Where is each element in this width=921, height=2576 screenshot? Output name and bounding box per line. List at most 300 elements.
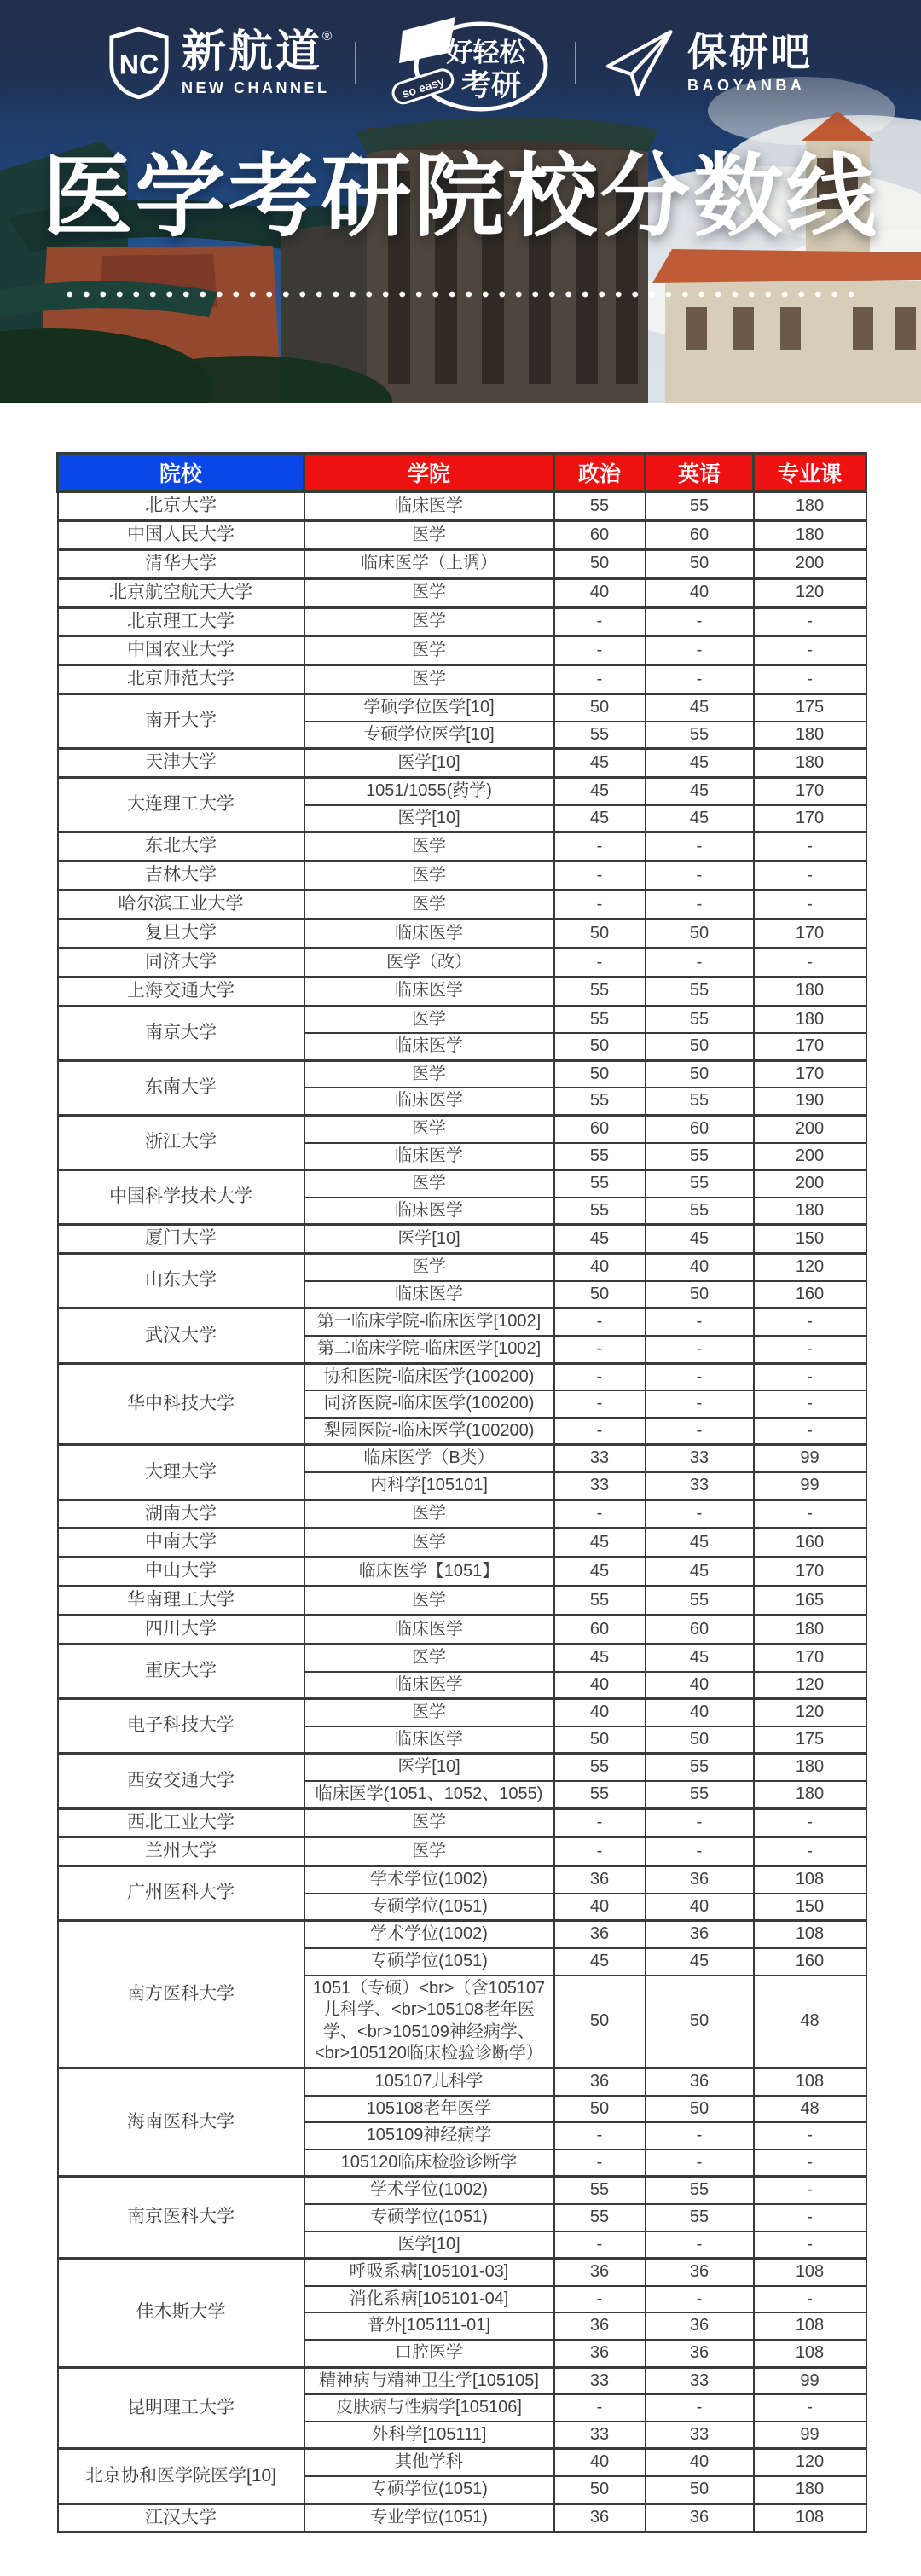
score-cell: 50 bbox=[554, 1033, 646, 1060]
college-cell: 医学 bbox=[304, 1808, 554, 1837]
school-name-cell: 中国人民大学 bbox=[58, 520, 304, 549]
logo-divider bbox=[575, 42, 576, 84]
score-cell: 160 bbox=[754, 1281, 866, 1308]
score-cell: - bbox=[554, 948, 646, 977]
school-name-cell: 哈尔滨工业大学 bbox=[58, 891, 304, 920]
school-name-cell: 北京师范大学 bbox=[58, 665, 304, 694]
college-cell: 医学 bbox=[304, 1254, 554, 1281]
table-row bbox=[58, 1006, 866, 1033]
score-cell: - bbox=[754, 862, 866, 891]
college-cell: 医学 bbox=[304, 1116, 554, 1143]
college-cell: 医学 bbox=[304, 520, 554, 549]
hero-section bbox=[0, 0, 921, 403]
college-cell: 医学 bbox=[304, 1587, 554, 1616]
college-cell: 临床医学 bbox=[304, 1033, 554, 1060]
score-table bbox=[56, 452, 867, 2533]
college-cell: 协和医院-临床医学(100200) bbox=[304, 1363, 554, 1390]
score-cell: - bbox=[554, 2150, 646, 2177]
score-cell: 180 bbox=[754, 1616, 866, 1645]
score-cell: - bbox=[754, 2122, 866, 2150]
score-cell: 50 bbox=[646, 1033, 754, 1060]
college-cell: 学术学位(1002) bbox=[304, 1921, 554, 1948]
score-cell: - bbox=[754, 2150, 866, 2177]
college-cell: 医学[10] bbox=[304, 2231, 554, 2259]
college-cell: 医学[10] bbox=[304, 805, 554, 833]
score-cell: - bbox=[754, 2177, 866, 2204]
table-row bbox=[58, 2259, 866, 2286]
score-cell: - bbox=[554, 833, 646, 862]
score-cell: - bbox=[554, 1336, 646, 1363]
college-cell: 医学 bbox=[304, 636, 554, 665]
score-cell: - bbox=[646, 891, 754, 920]
college-cell: 医学 bbox=[304, 1170, 554, 1198]
score-cell: 108 bbox=[754, 2259, 866, 2286]
score-cell: 120 bbox=[754, 1672, 866, 1699]
college-cell: 专硕学位(1051) bbox=[304, 2204, 554, 2231]
table-row bbox=[58, 1529, 866, 1558]
table-row bbox=[58, 1699, 866, 1726]
score-cell: 55 bbox=[646, 1781, 754, 1808]
table-row bbox=[58, 948, 866, 977]
college-cell: 临床医学 bbox=[304, 1726, 554, 1754]
table-row bbox=[58, 1170, 866, 1198]
score-cell: 170 bbox=[754, 778, 866, 805]
score-cell: 50 bbox=[554, 549, 646, 578]
score-cell: 99 bbox=[754, 1445, 866, 1472]
college-cell: 医学 bbox=[304, 862, 554, 891]
school-name-cell: 南京医科大学 bbox=[58, 2177, 304, 2259]
score-cell: 55 bbox=[646, 1170, 754, 1198]
score-cell: 99 bbox=[754, 2367, 866, 2394]
score-cell: 33 bbox=[554, 2367, 646, 2394]
score-cell: - bbox=[554, 1418, 646, 1445]
score-cell: - bbox=[646, 1500, 754, 1529]
registered-mark: ® bbox=[321, 28, 335, 44]
score-cell: - bbox=[754, 2286, 866, 2313]
score-cell: - bbox=[754, 1336, 866, 1363]
school-name-cell: 湖南大学 bbox=[58, 1500, 304, 1529]
score-cell: - bbox=[554, 2122, 646, 2150]
score-cell: 45 bbox=[646, 1558, 754, 1587]
score-cell: 200 bbox=[754, 1116, 866, 1143]
score-cell: 200 bbox=[754, 549, 866, 578]
col-header-college: 学院 bbox=[304, 454, 554, 492]
school-name-cell: 广州医科大学 bbox=[58, 1866, 304, 1921]
score-cell: 60 bbox=[646, 1616, 754, 1645]
score-cell: - bbox=[646, 1808, 754, 1837]
score-cell: 170 bbox=[754, 805, 866, 833]
school-name-cell: 北京协和医学院医学[10] bbox=[58, 2449, 304, 2503]
score-cell: 36 bbox=[646, 2259, 754, 2286]
score-cell: 55 bbox=[646, 1754, 754, 1781]
school-name-cell: 江汉大学 bbox=[58, 2503, 304, 2532]
score-cell: - bbox=[554, 665, 646, 694]
score-cell: 36 bbox=[554, 1921, 646, 1948]
score-cell: - bbox=[754, 1418, 866, 1445]
table-row bbox=[58, 920, 866, 949]
score-cell: 180 bbox=[754, 2476, 866, 2503]
score-cell: 55 bbox=[554, 722, 646, 749]
college-cell: 医学 bbox=[304, 665, 554, 694]
score-cell: - bbox=[646, 948, 754, 977]
score-cell: - bbox=[754, 607, 866, 636]
college-cell: 医学 bbox=[304, 1006, 554, 1033]
score-cell: 180 bbox=[754, 520, 866, 549]
score-cell: 60 bbox=[554, 520, 646, 549]
table-row bbox=[58, 549, 866, 578]
score-cell: 55 bbox=[554, 1088, 646, 1115]
score-cell: 45 bbox=[554, 1225, 646, 1254]
score-cell: 40 bbox=[646, 1894, 754, 1921]
nc-shield-icon bbox=[108, 26, 170, 100]
score-cell: 40 bbox=[646, 578, 754, 607]
table-row bbox=[58, 1754, 866, 1781]
college-cell: 临床医学 bbox=[304, 1143, 554, 1170]
table-row bbox=[58, 1308, 866, 1336]
score-cell: 40 bbox=[646, 1672, 754, 1699]
score-cell: 99 bbox=[754, 2422, 866, 2449]
school-name-cell: 中山大学 bbox=[58, 1558, 304, 1587]
score-cell: 108 bbox=[754, 2312, 866, 2340]
score-table-container bbox=[56, 452, 865, 2533]
school-name-cell: 西北工业大学 bbox=[58, 1808, 304, 1837]
college-cell: 医学 bbox=[304, 607, 554, 636]
school-name-cell: 北京航空航天大学 bbox=[58, 578, 304, 607]
score-cell: 33 bbox=[554, 2422, 646, 2449]
table-row bbox=[58, 862, 866, 891]
score-cell: 36 bbox=[554, 2340, 646, 2367]
table-row bbox=[58, 1808, 866, 1837]
score-cell: 120 bbox=[754, 578, 866, 607]
score-cell: 40 bbox=[554, 1894, 646, 1921]
score-cell: - bbox=[646, 2286, 754, 2313]
score-cell: 55 bbox=[646, 492, 754, 521]
score-cell: 99 bbox=[754, 1472, 866, 1500]
score-cell: 120 bbox=[754, 1254, 866, 1281]
score-cell: 45 bbox=[646, 778, 754, 805]
college-cell: 105109神经病学 bbox=[304, 2122, 554, 2150]
score-cell: 50 bbox=[554, 2476, 646, 2503]
score-cell: 36 bbox=[646, 1921, 754, 1948]
college-cell: 1051（专硕）<br>（含105107儿科学、<br>105108老年医学、<br>105109神经病学、<br>105120临床检验诊断学） bbox=[304, 1976, 554, 2068]
score-cell: - bbox=[646, 2231, 754, 2259]
school-name-cell: 四川大学 bbox=[58, 1616, 304, 1645]
college-cell: 口腔医学 bbox=[304, 2340, 554, 2367]
school-name-cell: 吉林大学 bbox=[58, 862, 304, 891]
score-cell: 40 bbox=[646, 1699, 754, 1726]
score-cell: 45 bbox=[646, 694, 754, 722]
school-name-cell: 中国科学技术大学 bbox=[58, 1170, 304, 1225]
score-cell: 108 bbox=[754, 1866, 866, 1894]
college-cell: 临床医学（B类） bbox=[304, 1445, 554, 1472]
college-cell: 临床医学 bbox=[304, 1281, 554, 1308]
brand-name-cn: 保研吧 bbox=[687, 29, 814, 74]
score-cell: 45 bbox=[554, 805, 646, 833]
score-cell: 45 bbox=[554, 1529, 646, 1558]
college-cell: 专硕学位(1051) bbox=[304, 1948, 554, 1976]
svg-text:NC: NC bbox=[119, 49, 159, 80]
score-cell: 55 bbox=[554, 1170, 646, 1198]
score-cell: 40 bbox=[554, 2449, 646, 2476]
table-row bbox=[58, 1060, 866, 1088]
score-cell: 170 bbox=[754, 1060, 866, 1088]
score-cell: 45 bbox=[554, 749, 646, 778]
school-name-cell: 东北大学 bbox=[58, 833, 304, 862]
college-cell: 其他学科 bbox=[304, 2449, 554, 2476]
score-cell: - bbox=[554, 1390, 646, 1418]
svg-text:好轻松: 好轻松 bbox=[446, 38, 526, 67]
score-cell: 50 bbox=[554, 1060, 646, 1088]
brand-bar bbox=[0, 14, 921, 113]
svg-text:so easy: so easy bbox=[400, 73, 447, 101]
score-cell: 55 bbox=[554, 1006, 646, 1033]
score-cell: 45 bbox=[554, 1558, 646, 1587]
score-cell: 60 bbox=[646, 1116, 754, 1143]
score-cell: 33 bbox=[646, 1445, 754, 1472]
school-name-cell: 南京大学 bbox=[58, 1006, 304, 1060]
school-name-cell: 复旦大学 bbox=[58, 920, 304, 949]
score-cell: 55 bbox=[646, 977, 754, 1006]
table-row bbox=[58, 1558, 866, 1587]
school-name-cell: 清华大学 bbox=[58, 549, 304, 578]
college-cell: 消化系病[105101-04] bbox=[304, 2286, 554, 2313]
score-cell: 55 bbox=[646, 722, 754, 749]
college-cell: 专硕学位医学[10] bbox=[304, 722, 554, 749]
table-row bbox=[58, 749, 866, 778]
banner-title: 医学考研院校分数线 bbox=[42, 147, 879, 247]
table-header-row bbox=[58, 454, 866, 492]
score-cell: - bbox=[754, 1390, 866, 1418]
score-cell: 50 bbox=[646, 2096, 754, 2123]
table-row bbox=[58, 607, 866, 636]
score-cell: 40 bbox=[554, 1699, 646, 1726]
paper-plane-icon bbox=[597, 26, 675, 101]
score-cell: 45 bbox=[646, 1225, 754, 1254]
col-header-major: 专业课 bbox=[754, 454, 866, 492]
score-cell: 50 bbox=[554, 1976, 646, 2068]
score-cell: - bbox=[646, 862, 754, 891]
score-cell: 55 bbox=[646, 2204, 754, 2231]
college-cell: 临床医学【1051】 bbox=[304, 1558, 554, 1587]
score-cell: 55 bbox=[554, 492, 646, 521]
school-name-cell: 华中科技大学 bbox=[58, 1363, 304, 1445]
score-cell: - bbox=[754, 2204, 866, 2231]
college-cell: 临床医学（上调） bbox=[304, 549, 554, 578]
score-cell: 36 bbox=[554, 2503, 646, 2532]
score-cell: 60 bbox=[554, 1616, 646, 1645]
score-cell: 45 bbox=[554, 1948, 646, 1976]
school-name-cell: 大理大学 bbox=[58, 1445, 304, 1500]
score-cell: 180 bbox=[754, 1198, 866, 1225]
col-header-school: 院校 bbox=[58, 454, 304, 492]
college-cell: 105108老年医学 bbox=[304, 2096, 554, 2123]
score-cell: - bbox=[646, 2394, 754, 2422]
score-cell: 120 bbox=[754, 1699, 866, 1726]
school-name-cell: 北京大学 bbox=[58, 492, 304, 521]
college-cell: 第一临床学院-临床医学[1002] bbox=[304, 1308, 554, 1336]
score-cell: 180 bbox=[754, 722, 866, 749]
score-cell: 45 bbox=[646, 1948, 754, 1976]
table-row bbox=[58, 1445, 866, 1472]
score-cell: 33 bbox=[646, 2422, 754, 2449]
college-cell: 同济医院-临床医学(100200) bbox=[304, 1390, 554, 1418]
table-row bbox=[58, 833, 866, 862]
school-name-cell: 中南大学 bbox=[58, 1529, 304, 1558]
college-cell: 临床医学 bbox=[304, 920, 554, 949]
score-cell: - bbox=[754, 1808, 866, 1837]
table-row bbox=[58, 2068, 866, 2096]
score-cell: 170 bbox=[754, 920, 866, 949]
college-cell: 医学[10] bbox=[304, 1225, 554, 1254]
score-cell: 50 bbox=[646, 1060, 754, 1088]
score-cell: 40 bbox=[646, 1254, 754, 1281]
table-row bbox=[58, 665, 866, 694]
baoyanba-logo bbox=[597, 26, 813, 101]
score-cell: 55 bbox=[646, 1088, 754, 1115]
score-cell: 50 bbox=[646, 1281, 754, 1308]
college-cell: 医学 bbox=[304, 1500, 554, 1529]
score-cell: 55 bbox=[554, 1754, 646, 1781]
score-cell: - bbox=[754, 833, 866, 862]
table-row bbox=[58, 694, 866, 722]
score-cell: 55 bbox=[646, 1587, 754, 1616]
score-cell: 150 bbox=[754, 1894, 866, 1921]
college-cell: 呼吸系病[105101-03] bbox=[304, 2259, 554, 2286]
college-cell: 第二临床学院-临床医学[1002] bbox=[304, 1336, 554, 1363]
score-cell: 50 bbox=[554, 1726, 646, 1754]
col-header-english: 英语 bbox=[646, 454, 754, 492]
score-cell: - bbox=[754, 891, 866, 920]
school-name-cell: 武汉大学 bbox=[58, 1308, 304, 1363]
score-cell: 55 bbox=[646, 1198, 754, 1225]
school-name-cell: 中国农业大学 bbox=[58, 636, 304, 665]
score-cell: - bbox=[554, 607, 646, 636]
score-cell: 36 bbox=[554, 2312, 646, 2340]
score-cell: 50 bbox=[554, 920, 646, 949]
score-cell: 45 bbox=[554, 1644, 646, 1671]
score-cell: - bbox=[646, 636, 754, 665]
dotted-divider bbox=[61, 290, 860, 299]
college-cell: 医学 bbox=[304, 1699, 554, 1726]
table-row bbox=[58, 636, 866, 665]
school-name-cell: 天津大学 bbox=[58, 749, 304, 778]
score-cell: - bbox=[554, 2286, 646, 2313]
school-name-cell: 兰州大学 bbox=[58, 1837, 304, 1866]
college-cell: 专业学位(1051) bbox=[304, 2503, 554, 2532]
table-row bbox=[58, 2449, 866, 2476]
score-cell: 50 bbox=[554, 2096, 646, 2123]
score-cell: 50 bbox=[646, 1726, 754, 1754]
score-cell: 33 bbox=[646, 1472, 754, 1500]
score-cell: 55 bbox=[554, 1143, 646, 1170]
score-cell: 36 bbox=[646, 1866, 754, 1894]
score-cell: - bbox=[646, 2122, 754, 2150]
score-cell: 200 bbox=[754, 1143, 866, 1170]
school-name-cell: 大连理工大学 bbox=[58, 778, 304, 833]
score-cell: 50 bbox=[646, 2476, 754, 2503]
college-cell: 医学 bbox=[304, 1644, 554, 1671]
score-cell: - bbox=[554, 2394, 646, 2422]
score-cell: 50 bbox=[646, 1976, 754, 2068]
score-cell: 40 bbox=[554, 1254, 646, 1281]
score-cell: - bbox=[754, 1363, 866, 1390]
school-name-cell: 南开大学 bbox=[58, 694, 304, 749]
college-cell: 105107儿科学 bbox=[304, 2068, 554, 2096]
score-cell: 190 bbox=[754, 1088, 866, 1115]
table-row bbox=[58, 492, 866, 521]
score-cell: 48 bbox=[754, 1976, 866, 2068]
table-row bbox=[58, 1921, 866, 1948]
score-cell: 170 bbox=[754, 1644, 866, 1671]
haoqingsong-kaoyan-badge-icon bbox=[377, 14, 554, 113]
college-cell: 专硕学位(1051) bbox=[304, 2476, 554, 2503]
score-cell: - bbox=[646, 833, 754, 862]
school-name-cell: 厦门大学 bbox=[58, 1225, 304, 1254]
table-row bbox=[58, 1837, 866, 1866]
score-cell: 55 bbox=[554, 1198, 646, 1225]
score-cell: 175 bbox=[754, 1726, 866, 1754]
score-cell: 55 bbox=[554, 1781, 646, 1808]
score-cell: 180 bbox=[754, 1781, 866, 1808]
college-cell: 学硕学位医学[10] bbox=[304, 694, 554, 722]
score-cell: - bbox=[646, 1390, 754, 1418]
school-name-cell: 山东大学 bbox=[58, 1254, 304, 1308]
table-row bbox=[58, 1644, 866, 1671]
score-cell: - bbox=[754, 948, 866, 977]
score-cell: 40 bbox=[646, 2449, 754, 2476]
table-row bbox=[58, 1254, 866, 1281]
table-row bbox=[58, 1363, 866, 1390]
school-name-cell: 浙江大学 bbox=[58, 1116, 304, 1170]
school-name-cell: 东南大学 bbox=[58, 1060, 304, 1115]
score-cell: 36 bbox=[646, 2312, 754, 2340]
college-cell: 医学[10] bbox=[304, 1754, 554, 1781]
score-cell: 48 bbox=[754, 2096, 866, 2123]
score-cell: - bbox=[646, 1418, 754, 1445]
score-cell: 36 bbox=[554, 2068, 646, 2096]
score-cell: 36 bbox=[554, 2259, 646, 2286]
table-row bbox=[58, 2177, 866, 2204]
score-cell: - bbox=[646, 2150, 754, 2177]
score-cell: - bbox=[554, 636, 646, 665]
table-row bbox=[58, 520, 866, 549]
score-cell: 180 bbox=[754, 977, 866, 1006]
score-cell: 45 bbox=[554, 778, 646, 805]
score-cell: - bbox=[646, 665, 754, 694]
score-cell: 108 bbox=[754, 2503, 866, 2532]
school-name-cell: 电子科技大学 bbox=[58, 1699, 304, 1754]
college-cell: 精神病与精神卫生学[105105] bbox=[304, 2367, 554, 2394]
score-cell: 180 bbox=[754, 1754, 866, 1781]
score-cell: - bbox=[754, 1308, 866, 1336]
college-cell: 医学 bbox=[304, 1060, 554, 1088]
score-cell: 108 bbox=[754, 2068, 866, 2096]
table-row bbox=[58, 1500, 866, 1529]
college-cell: 医学（改） bbox=[304, 948, 554, 977]
college-cell: 外科学[105111] bbox=[304, 2422, 554, 2449]
score-cell: 55 bbox=[554, 977, 646, 1006]
logo-divider bbox=[355, 42, 356, 84]
table-row bbox=[58, 1116, 866, 1143]
score-cell: 45 bbox=[646, 805, 754, 833]
score-cell: - bbox=[754, 2394, 866, 2422]
score-cell: 40 bbox=[554, 578, 646, 607]
score-cell: - bbox=[754, 636, 866, 665]
school-name-cell: 海南医科大学 bbox=[58, 2068, 304, 2177]
college-cell: 学术学位(1002) bbox=[304, 2177, 554, 2204]
college-cell: 普外[105111-01] bbox=[304, 2312, 554, 2340]
score-cell: 50 bbox=[554, 1281, 646, 1308]
